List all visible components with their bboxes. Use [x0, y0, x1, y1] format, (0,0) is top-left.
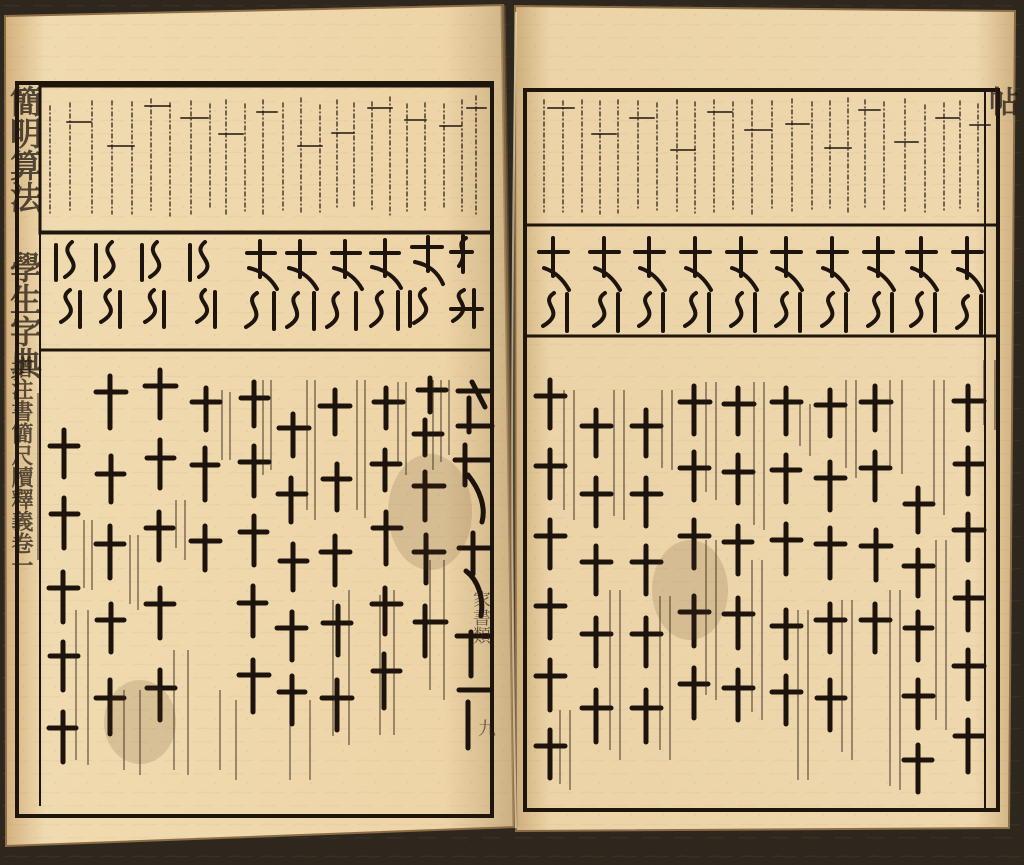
left-page-number: 九 [478, 719, 496, 740]
left-footer-label: 家書類 [470, 590, 491, 644]
left-running-head: 簡明算法 學生字典 [5, 85, 43, 379]
right-running-head: 帖 [983, 86, 1018, 116]
left-volume-title: 增注書簡尺牘釋義卷一 [8, 356, 34, 576]
